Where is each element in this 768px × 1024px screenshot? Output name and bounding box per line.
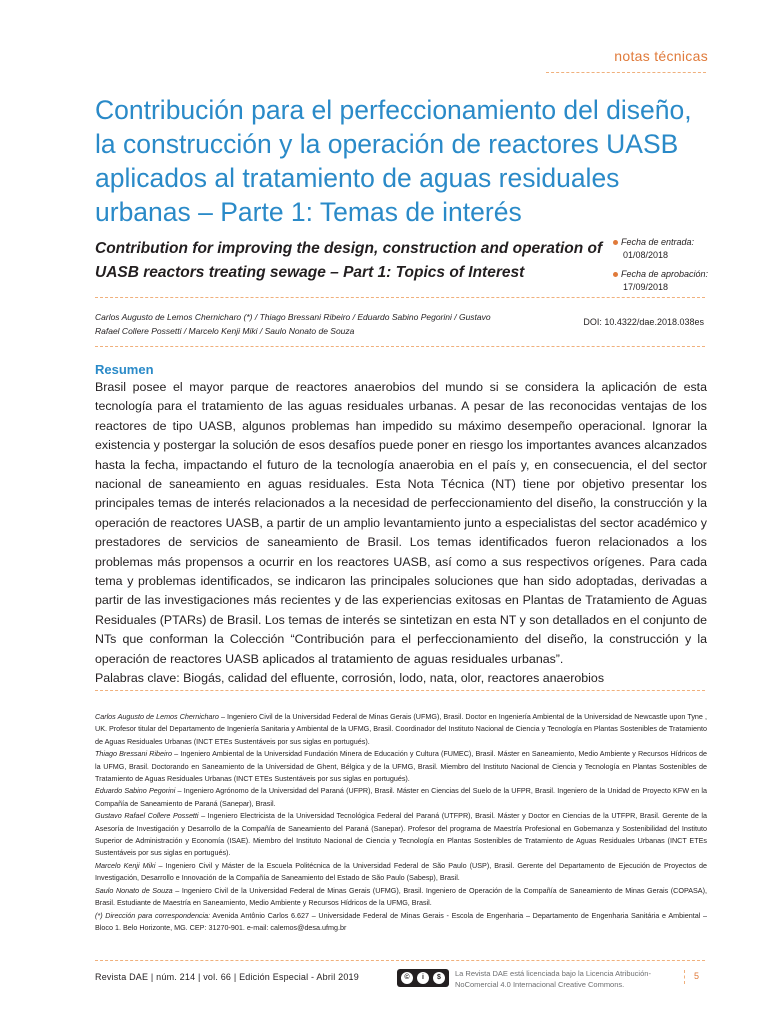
affiliation-text: – Ingeniero Civil y Máster de la Escuela Politécnica de la Universidad Federal de São Paulo (USP), Brasil. Gerente del Departamento de Ejecución de Proyectos de Investigación, Desarrollo e Innovación de la Compañía de Saneamiento del Estado de São Paulo (Sabesp), Brasil. (95, 860, 707, 883)
affiliation-entry (95, 748, 707, 785)
received-date-value: 01/08/2018 (623, 250, 669, 260)
received-date-label: Fecha de entrada: (621, 237, 695, 247)
abstract-divider (95, 690, 705, 691)
article-title-spanish: Contribución para el perfeccionamiento del diseño, la construcción y la operación de reactores UASB aplicados al tratamiento de aguas residuales urbanas – Parte 1: Temas de interés (95, 95, 692, 227)
creative-commons-badge[interactable] (397, 969, 449, 987)
affiliation-text: – Ingeniero Electricista de la Universidad Tecnológica Federal del Paraná (UTFPR), Brasil. Máster y Doctor en Ciencias de la UTFPR, Brasil. Gerente de la Asesoría de Investigación y Desarrollo de la Compañía de Saneamiento del Paraná (Sanepar). Profesor del programa de Maestría Profesional en Gobernanza y Sostenibilidad del Instituto Superior de Administración y Economía (ISAE). Miembro del Instituto Nacional de Ciencia y Tecnología en Plantas Sostenibles de Tratamiento de Aguas Residuales Urbanas (INCT ETEs Sustentáveis por sus siglas en portugués). (95, 811, 707, 858)
affiliation-name: Eduardo Sabino Pegorini (95, 786, 176, 796)
cc-icon: © (401, 972, 413, 984)
affiliation-name: Saulo Nonato de Souza (95, 885, 173, 895)
approved-date-value: 17/09/2018 (623, 282, 669, 292)
correspondence-label: (*) Dirección para correspondencia: (95, 910, 211, 920)
footer-separator (684, 970, 685, 984)
affiliation-text: – Ingeniero Agrónomo de la Universidad del Paraná (UFPR), Brasil. Máster en Ciencias del Suelo de la UFPR, Brasil. Ingeniero de la Unidad de Proyecto KFW en la Compañía de Saneamiento de Paraná (Sanepar), Brasil. (95, 786, 708, 808)
bullet-icon (613, 272, 618, 277)
article-title-english: Contribution for improving the design, construction and operation of UASB reactors treating sewage – Part 1: Topics of Interest (95, 240, 603, 281)
affiliation-entry (95, 885, 707, 910)
affiliation-name: Thiago Bressani Ribeiro (95, 749, 173, 759)
correspondence-entry (95, 910, 707, 935)
affiliation-entry (95, 810, 707, 860)
bullet-icon (613, 240, 618, 245)
abstract-section (95, 378, 707, 689)
nc-icon: $ (433, 972, 445, 984)
approved-date-label: Fecha de aprobación: (621, 269, 709, 279)
journal-reference: Revista DAE | núm. 214 | vol. 66 | Edición Especial - Abril 2019 (95, 972, 359, 982)
author-affiliations (95, 711, 707, 934)
approved-date-block (613, 268, 708, 294)
keywords-text: Palabras clave: Biogás, calidad del efluente, corrosión, lodo, nata, olor, reactores anaerobios (95, 671, 605, 686)
received-date-block (613, 236, 694, 262)
by-icon: i (417, 972, 429, 984)
doi-link[interactable]: DOI: 10.4322/dae.2018.038es (583, 317, 704, 327)
affiliation-text: – Ingeniero Ambiental de la Universidad Fundación Minera de Educación y Cultura (FUMEC), Brasil. Máster en Saneamiento, Medio Ambiente y Recursos Hídricos de la UFMG, Brasil. Doctorando en Saneamiento de la Universidad de Ghent, Bélgica y de la UFMG, Brasil. Miembro del Instituto Nacional de Ciencia y Tecnología en Plantas Sostenibles de Tratamiento de Aguas Residuales Urbanas (INCT ETEs Sustentáveis por sus siglas en portugués). (95, 749, 707, 784)
authors-divider (95, 346, 705, 347)
abstract-text: Brasil posee el mayor parque de reactores anaerobios del mundo si se considera la aplicación de esta tecnología para el tratamiento de las aguas residuales urbanas. A pesar de las reconocidas ventajas de los reactores de tipo UASB, algunos problemas han impedido su máximo desempeño operacional. Ignorar la existencia y postergar la solución de esos desafíos puede poner en riesgo los importantes avances alcanzados hasta la fecha, impactando el futuro de la tecnología anaerobia en el país y, en consecuencia, el del sector nacional de saneamiento en aguas residuales. Esta Nota Técnica (NT) tiene por objetivo presentar los principales temas de interés relacionados a la necesidad de perfeccionamiento del diseño, la construcción y la operación de reactores UASB, a partir de un amplio levantamiento junto a especialistas del sector académico y prestadores de servicios de saneamiento de Brasil. Los temas identificados fueron relacionados a los problemas más propensos a ocurrir en los reactores UASB, así como a sus respectivos orígenes. Para cada tema y problemas identificados, se indicaron las principales soluciones que han sido adoptadas, derivadas a partir de las investigaciones más recientes y de las experiencias exitosas en Plantas de Tratamiento de Aguas Residuales (PTARs) de Brasil. Los temas de interés se sintetizan en esta NT y son detallados en el conjunto de NTs que conforman la Colección “Contribución para el perfeccionamiento del diseño, la construcción y la operación de reactores UASB aplicados al tratamiento de aguas residuales urbanas”. (95, 380, 707, 666)
affiliation-name: Carlos Augusto de Lemos Chernicharo (95, 712, 219, 721)
affiliation-entry (95, 860, 707, 885)
header-divider (95, 297, 705, 298)
correspondence-text: Avenida Antônio Carlos 6.627 – Universidade Federal de Minas Gerais - Escola de Engenharia – Departamento de Engenharia Sanitária e Ambiental – Bloco 1. Belo Horizonte, MG. CEP: 31270-901. e-mail: calemos@desa.ufmg.br (95, 910, 707, 932)
affiliation-name: Gustavo Rafael Collere Possetti (95, 811, 199, 821)
affiliation-name: Marcelo Kenji Miki (95, 860, 156, 870)
affiliation-entry (95, 711, 707, 748)
affiliation-text: – Ingeniero Civil de la Universidad Federal de Minas Gerais (UFMG), Brasil. Ingeniero de Operación de la Compañía de Saneamiento de Minas Gerais (COPASA), Brasil. Estudiante de Maestría en Saneamiento, Medio Ambiente y Recursos Hídricos de la UFMG, Brasil. (95, 885, 707, 908)
affiliation-entry (95, 785, 707, 810)
abstract-heading: Resumen (95, 362, 154, 377)
footer-divider (95, 960, 705, 961)
license-text: La Revista DAE está licenciada bajo la Licencia Atribución-NoComercial 4.0 Internacional Creative Commons. (455, 969, 651, 989)
section-tag: notas técnicas (614, 48, 708, 64)
page-number: 5 (694, 971, 700, 981)
affiliation-text: – Ingeniero Civil de la Universidad Federal de Minas Gerais (UFMG), Brasil. Doctor en Ingeniería Ambiental de la Universidad de Newcastle upon Tyne , UK. Profesor titular del Departamento de Ingeniería Sanitaria y Ambiental de la UFMG, Brasil. Coordinador del Instituto Nacional de Ciencia y Tecnología en Plantas Sostenibles de Tratamiento de Aguas Residuales Urbanas (INCT ETEs Sustentáveis por sus siglas en portugués). (95, 712, 707, 746)
author-list: Carlos Augusto de Lemos Chernicharo (*) / Thiago Bressani Ribeiro / Eduardo Sabino Pegorini / Gustavo Rafael Collere Possetti / Marcelo Kenji Miki / Saulo Nonato de Souza (95, 312, 491, 336)
section-tag-divider (546, 72, 706, 73)
